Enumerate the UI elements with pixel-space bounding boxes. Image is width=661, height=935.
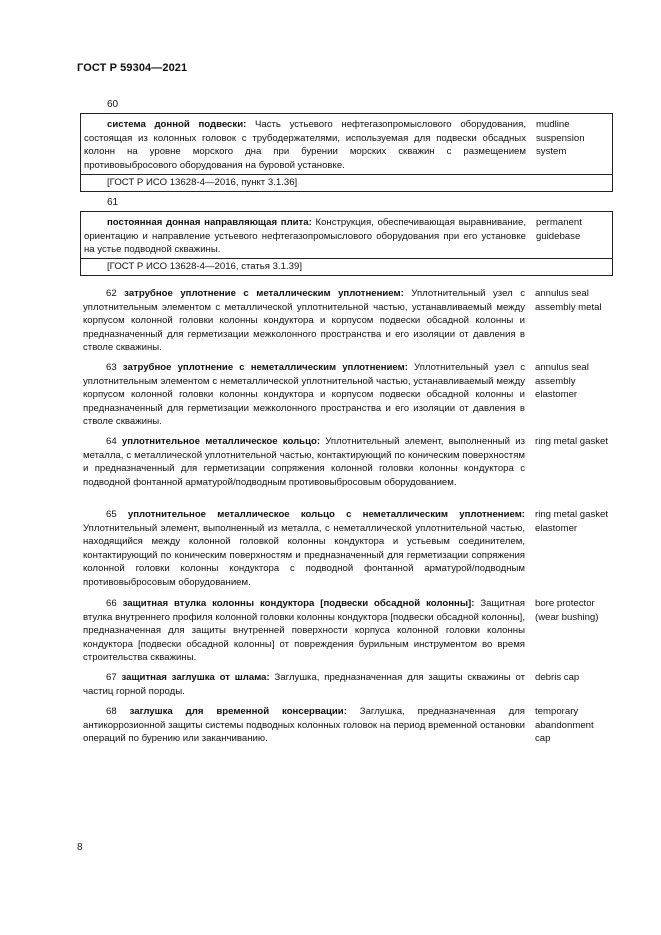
- term-64-definition: [83, 435, 525, 489]
- term-60-text: Часть устьевого нефтегазопромыслового оборудования, состоящая из колонных головок с трубодержателями, используемая для подвески обсадных колонн на уровне морского дна при бурении морских скважин с размещением противовыбросового оборудования на буровой установке.: [84, 119, 526, 171]
- term-61-definition: [84, 216, 526, 257]
- page-number: 8: [77, 842, 83, 853]
- term-64-number: 64: [106, 436, 117, 447]
- term-67-number: 67: [106, 672, 117, 683]
- term-63-name: затрубное уплотнение с неметаллическим уплотнением:: [122, 362, 408, 373]
- term-66-english: bore protector (wear bushing): [535, 598, 599, 623]
- term-68-number: 68: [106, 706, 117, 717]
- term-61-english: permanent guidebase: [536, 217, 582, 242]
- term-65-name: уплотнительное металлическое кольцо с неметаллическим уплотнением:: [127, 509, 525, 520]
- term-65-number: 65: [106, 509, 117, 520]
- term-66-definition: [83, 597, 525, 665]
- document-code-header: ГОСТ Р 59304—2021: [77, 62, 188, 74]
- term-60-name: система донной подвески:: [107, 119, 247, 130]
- term-61-source: [ГОСТ Р ИСО 13628-4—2016, статья 3.1.39]: [107, 261, 302, 272]
- term-63-number: 63: [106, 362, 117, 373]
- term-65-definition: [83, 508, 525, 590]
- term-63-english: annulus seal assembly elastomer: [535, 362, 589, 401]
- term-60-source: [ГОСТ Р ИСО 13628-4—2016, пункт 3.1.36]: [107, 177, 298, 188]
- term-61-box: [80, 211, 613, 276]
- term-number-61: 61: [107, 197, 119, 208]
- term-61-name: постоянная донная направляющая плита:: [107, 217, 312, 228]
- term-60-english: mudline suspension system: [536, 119, 585, 158]
- term-number-60: 60: [107, 99, 119, 110]
- term-63-text: Уплотнительный узел с уплотнительным элементом с неметаллической уплотнительной частью, устанавливаемый между корпусом колонной головки колонны кондуктора и корпусом подвески обсадной колонны и предназначенный для герметизации межколонного пространства и его изоляции от давления в стволе скважины.: [83, 362, 525, 428]
- term-60-definition: [84, 118, 526, 172]
- term-67-definition: [83, 671, 525, 698]
- term-62-text: Уплотнительный узел с уплотнительным элементом с металлической уплотнительной частью, устанавливаемый между корпусом колонной головки колонны кондуктора и корпусом подвески обсадной колонны и предназначенный для герметизации межколонного пространства и его изоляции от давления в стволе скважины.: [83, 288, 525, 354]
- term-66-name: защитная втулка колонны кондуктора [подвески обсадной колонны]:: [122, 598, 475, 609]
- term-68-text: Заглушка, предназначенная для антикоррозионной защиты системы подводных колонных головок на период временной остановки операций по бурению или заканчиванию.: [83, 706, 525, 745]
- term-62-number: 62: [106, 288, 117, 299]
- term-67-english: debris cap: [535, 672, 580, 683]
- term-67-name: защитная заглушка от шлама:: [121, 672, 270, 683]
- term-68-english: temporary abandonment cap: [535, 706, 594, 745]
- term-67-text: Заглушка, предназначенная для защиты скважины от частиц горной породы.: [83, 672, 526, 697]
- term-64-text: Уплотнительный элемент, выполненный из металла, с металлической уплотнительной частью, контактирующий по коническим поверхностям и предназначенный для герметизации сопряжения колонной головки колонны кондуктора с подводной фонтанной арматурой/подводным противовыбросовым оборудованием.: [83, 436, 525, 488]
- term-62-definition: [83, 287, 525, 355]
- term-66-text: Защитная втулка внутреннего профиля колонной головки колонны кондуктора [подвески обсадной колонны], предназначенная для защиты внутренней поверхности корпуса колонной головки колонны кондуктора [подвески обсадной колонны] от повреждения бурильным инструментом во время строительства скважины.: [83, 598, 525, 664]
- term-62-english: annulus seal assembly metal: [535, 288, 602, 313]
- term-61-divider: [81, 258, 612, 259]
- term-68-definition: [83, 705, 525, 746]
- term-63-definition: [83, 361, 525, 429]
- term-65-text: Уплотнительный элемент, выполненный из металла, с неметаллической уплотнительной частью, находящийся между колонной головкой колонны кондуктора и устьевым соединителем, контактирующий по коническим поверхностям и предназначенный для герметизации сопряжения колонной головки колонны кондуктора с подводной фонтанной арматурой/подводным противовыбросовым оборудованием.: [83, 522, 525, 588]
- term-64-name: уплотнительное металлическое кольцо:: [121, 436, 321, 447]
- term-60-box: [80, 113, 613, 192]
- term-61-text: Конструкция, обеспечивающая выравнивание, ориентацию и направление устьевого нефтегазопромыслового оборудования при его установке на устье подводной скважины.: [84, 217, 526, 256]
- term-60-divider: [81, 174, 612, 175]
- term-66-number: 66: [106, 598, 117, 609]
- term-62-name: затрубное уплотнение с металлическим уплотнением:: [124, 288, 404, 299]
- term-65-english: ring metal gasket elastomer: [535, 509, 609, 534]
- term-64-english: ring metal gasket: [535, 436, 609, 447]
- term-68-name: заглушка для временной консервации:: [129, 706, 347, 717]
